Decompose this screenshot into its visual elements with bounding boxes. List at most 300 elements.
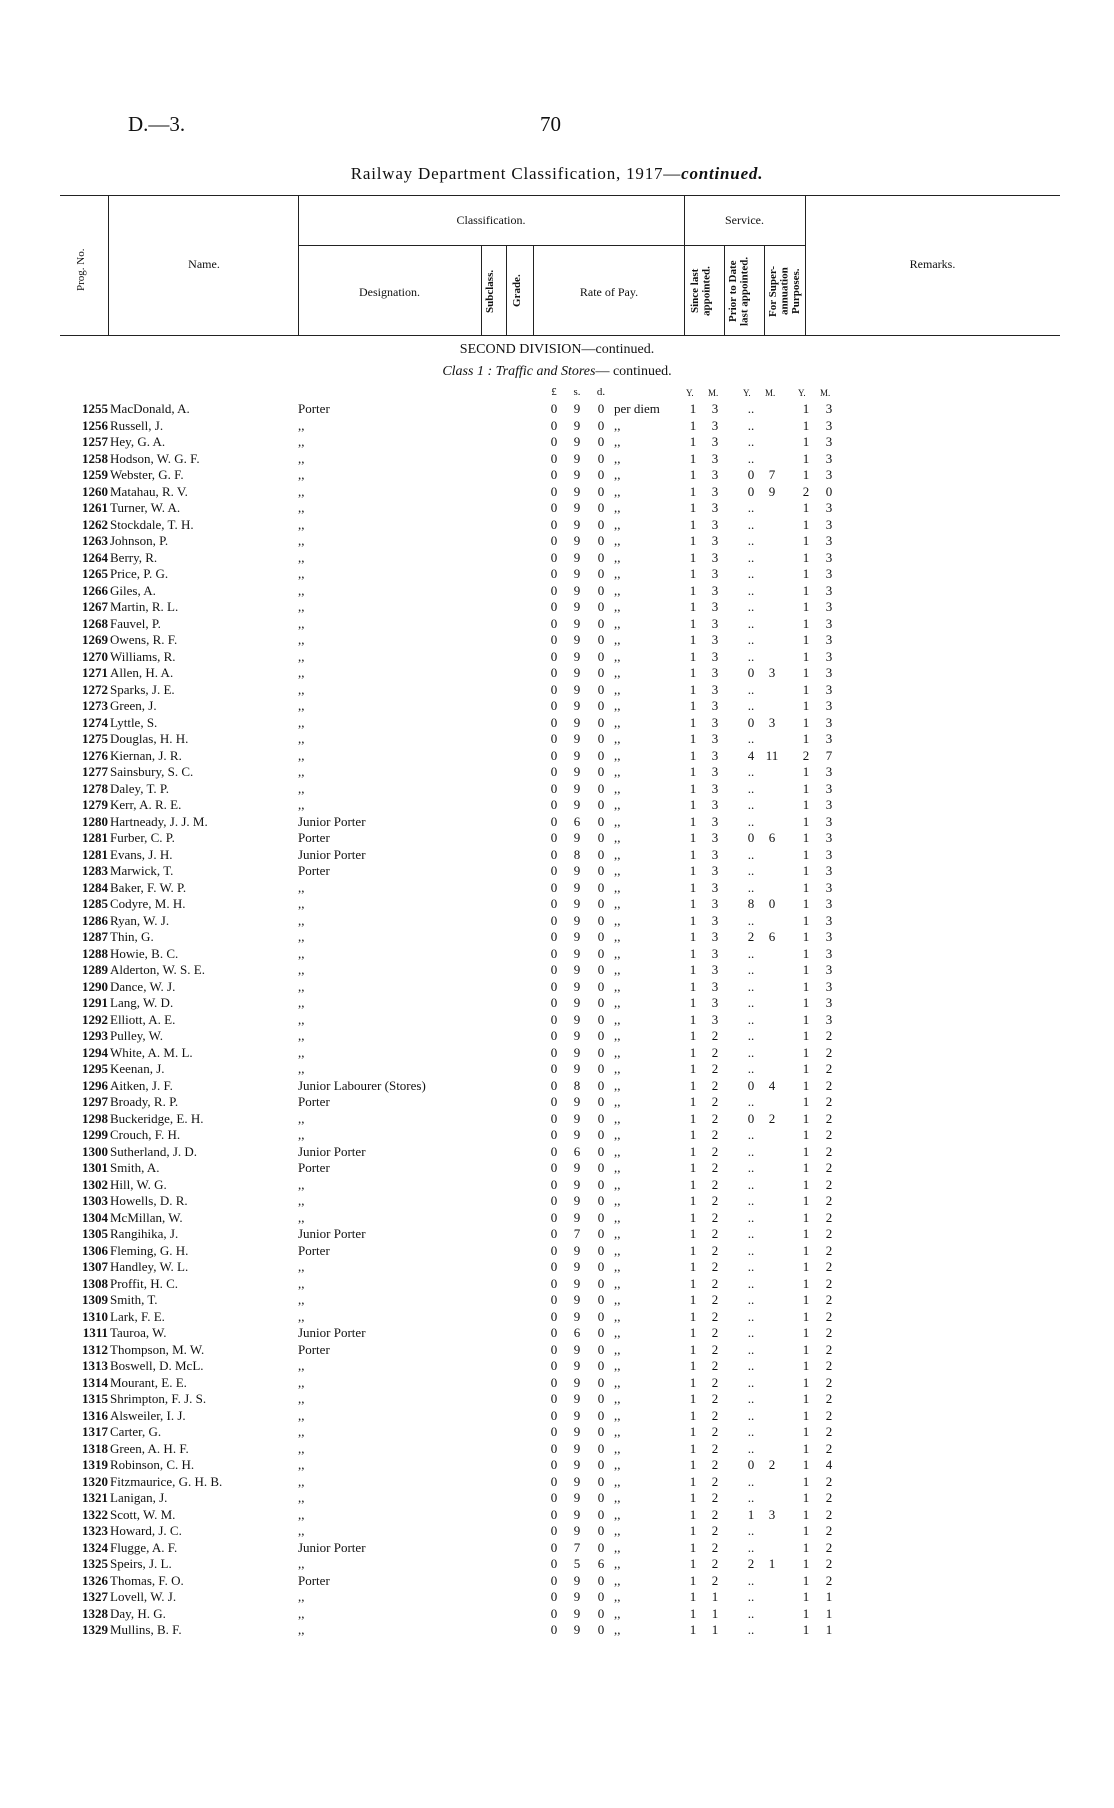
prog-no-cell: 1319 (82, 1457, 108, 1472)
prog-no-cell: 1294 (82, 1044, 108, 1060)
pay-pounds-cell: 0 (550, 896, 558, 911)
pay-shillings-cell: 9 (573, 731, 581, 746)
since-years-cell: 1 (689, 1028, 697, 1043)
prior-years-cell: .. (747, 582, 755, 598)
super-years-cell: 2 (802, 747, 810, 763)
pay-shillings-cell: 9 (573, 896, 581, 911)
unit-pound: £ (551, 386, 557, 398)
pay-pounds-cell: 0 (550, 1209, 558, 1225)
pay-pounds-cell: 0 (550, 1556, 558, 1571)
table-row (0, 1177, 1114, 1194)
since-years-cell: 1 (689, 846, 697, 862)
col-since-last: Since last appointed. (689, 266, 713, 316)
since-years-cell: 1 (689, 698, 697, 713)
since-years-cell: 1 (689, 516, 697, 532)
table-row (0, 731, 1114, 748)
pay-pounds-cell: 0 (550, 846, 558, 862)
pay-pence-cell: 0 (597, 665, 605, 680)
pay-shillings-cell: 9 (573, 1490, 581, 1505)
prog-no-cell: 1312 (82, 1341, 108, 1357)
since-months-cell: 3 (711, 681, 719, 697)
prog-no-cell: 1291 (82, 995, 108, 1010)
name-cell: Alsweiler, I. J. (110, 1407, 186, 1423)
table-row (0, 1028, 1114, 1045)
pay-shillings-cell: 9 (573, 1457, 581, 1472)
table-row (0, 1375, 1114, 1392)
pay-pounds-cell: 0 (550, 483, 558, 499)
pay-shillings-cell: 9 (573, 1358, 581, 1373)
since-years-cell: 1 (689, 797, 697, 812)
since-months-cell: 3 (711, 516, 719, 532)
col-name: Name. (188, 257, 220, 271)
prior-months-cell: 2 (768, 1457, 776, 1472)
pay-pounds-cell: 0 (550, 1457, 558, 1472)
since-years-cell: 1 (689, 434, 697, 449)
pay-shillings-cell: 9 (573, 830, 581, 845)
super-years-cell: 1 (802, 1077, 810, 1093)
super-months-cell: 3 (825, 863, 833, 878)
since-years-cell: 1 (689, 1572, 697, 1588)
pay-pence-cell: 0 (597, 1622, 605, 1637)
super-years-cell: 1 (802, 566, 810, 581)
name-cell: Thomas, F. O. (110, 1572, 184, 1588)
pay-period-cell: ,, (614, 533, 621, 548)
pay-pounds-cell: 0 (550, 450, 558, 466)
super-months-cell: 2 (825, 1407, 833, 1423)
pay-pounds-cell: 0 (550, 1094, 558, 1109)
super-years-cell: 1 (802, 648, 810, 664)
table-row (0, 1292, 1114, 1309)
since-years-cell: 1 (689, 945, 697, 961)
since-months-cell: 3 (711, 599, 719, 614)
pay-pounds-cell: 0 (550, 1374, 558, 1390)
designation-cell: Junior Porter (298, 813, 366, 829)
name-cell: Lovell, W. J. (110, 1589, 177, 1604)
designation-cell: ,, (298, 483, 305, 499)
prior-years-cell: .. (747, 1589, 755, 1604)
pay-pence-cell: 0 (597, 417, 605, 433)
pay-pence-cell: 0 (597, 1325, 605, 1340)
super-years-cell: 1 (802, 813, 810, 829)
pay-pounds-cell: 0 (550, 1193, 558, 1208)
since-years-cell: 1 (689, 830, 697, 845)
designation-cell: ,, (298, 665, 305, 680)
title-continued: continued. (681, 164, 764, 183)
name-cell: Mullins, B. F. (110, 1622, 182, 1637)
unit-shilling: s. (573, 386, 581, 398)
pay-period-cell: ,, (614, 1523, 621, 1538)
since-months-cell: 3 (711, 731, 719, 746)
since-months-cell: 3 (711, 467, 719, 482)
since-months-cell: 3 (711, 945, 719, 961)
super-years-cell: 1 (802, 1110, 810, 1126)
pay-period-cell: ,, (614, 747, 621, 763)
pay-shillings-cell: 6 (573, 813, 581, 829)
prog-no-cell: 1286 (82, 912, 108, 928)
table-row (0, 550, 1114, 567)
super-years-cell: 1 (802, 896, 810, 911)
table-row (0, 1408, 1114, 1425)
super-months-cell: 2 (825, 1077, 833, 1093)
pay-pence-cell: 0 (597, 1358, 605, 1373)
pay-pence-cell: 0 (597, 533, 605, 548)
since-months-cell: 3 (711, 549, 719, 565)
prog-no-cell: 1301 (82, 1160, 108, 1175)
since-years-cell: 1 (689, 533, 697, 548)
table-row (0, 913, 1114, 930)
pay-period-cell: ,, (614, 995, 621, 1010)
prior-years-cell: .. (747, 1374, 755, 1390)
pay-pence-cell: 0 (597, 879, 605, 895)
name-cell: Williams, R. (110, 648, 176, 664)
pay-pence-cell: 0 (597, 962, 605, 977)
since-months-cell: 3 (711, 830, 719, 845)
prog-no-cell: 1303 (82, 1193, 108, 1208)
super-years-cell: 1 (802, 780, 810, 796)
prog-no-cell: 1327 (82, 1589, 108, 1604)
pay-period-cell: ,, (614, 698, 621, 713)
since-months-cell: 3 (711, 747, 719, 763)
pay-pounds-cell: 0 (550, 417, 558, 433)
since-years-cell: 1 (689, 1622, 697, 1637)
pay-period-cell: ,, (614, 929, 621, 944)
pay-period-cell: ,, (614, 1490, 621, 1505)
pay-pence-cell: 0 (597, 516, 605, 532)
super-years-cell: 1 (802, 1556, 810, 1571)
pay-shillings-cell: 9 (573, 747, 581, 763)
pay-pounds-cell: 0 (550, 1407, 558, 1423)
since-years-cell: 1 (689, 1160, 697, 1175)
super-months-cell: 2 (825, 1193, 833, 1208)
pay-period-cell: ,, (614, 1061, 621, 1076)
prior-years-cell: .. (747, 1226, 755, 1241)
table-row (0, 1078, 1114, 1095)
pay-pounds-cell: 0 (550, 549, 558, 565)
since-years-cell: 1 (689, 1589, 697, 1604)
pay-pounds-cell: 0 (550, 566, 558, 581)
prog-no-cell: 1288 (82, 945, 108, 961)
pay-shillings-cell: 9 (573, 1160, 581, 1175)
name-cell: Fitzmaurice, G. H. B. (110, 1473, 223, 1489)
since-years-cell: 1 (689, 780, 697, 796)
table-row (0, 1391, 1114, 1408)
prior-years-cell: .. (747, 1275, 755, 1291)
since-years-cell: 1 (689, 1011, 697, 1027)
since-months-cell: 2 (711, 1193, 719, 1208)
since-months-cell: 3 (711, 665, 719, 680)
prog-no-cell: 1314 (82, 1374, 108, 1390)
pay-shillings-cell: 9 (573, 945, 581, 961)
unit-prior-y: Y. (743, 388, 751, 398)
since-months-cell: 2 (711, 1127, 719, 1142)
name-cell: Smith, A. (110, 1160, 160, 1175)
prior-years-cell: .. (747, 1242, 755, 1258)
table-row (0, 1144, 1114, 1161)
name-cell: Keenan, J. (110, 1061, 165, 1076)
pay-pounds-cell: 0 (550, 1622, 558, 1637)
pay-shillings-cell: 9 (573, 1391, 581, 1406)
name-cell: Lang, W. D. (110, 995, 174, 1010)
since-months-cell: 3 (711, 698, 719, 713)
prog-no-cell: 1297 (82, 1094, 108, 1109)
pay-period-cell: ,, (614, 1358, 621, 1373)
since-months-cell: 2 (711, 1556, 719, 1571)
pay-period-cell: ,, (614, 582, 621, 598)
super-months-cell: 2 (825, 1094, 833, 1109)
name-cell: Johnson, P. (110, 533, 169, 548)
pay-pence-cell: 0 (597, 978, 605, 994)
table-row (0, 1325, 1114, 1342)
pay-pounds-cell: 0 (550, 978, 558, 994)
pay-shillings-cell: 9 (573, 566, 581, 581)
since-years-cell: 1 (689, 1143, 697, 1159)
unit-since-m: M. (708, 388, 719, 398)
pay-pounds-cell: 0 (550, 1028, 558, 1043)
pay-pounds-cell: 0 (550, 1044, 558, 1060)
name-cell: Pulley, W. (110, 1028, 163, 1043)
pay-shillings-cell: 9 (573, 929, 581, 944)
designation-cell: ,, (298, 962, 305, 977)
pay-pounds-cell: 0 (550, 912, 558, 928)
pay-period-cell: ,, (614, 1556, 621, 1571)
name-cell: Douglas, H. H. (110, 731, 189, 746)
prior-years-cell: 0 (747, 483, 755, 499)
pay-pence-cell: 0 (597, 714, 605, 730)
designation-cell: Junior Porter (298, 1325, 366, 1340)
pay-shillings-cell: 5 (573, 1556, 581, 1571)
pay-pence-cell: 0 (597, 1490, 605, 1505)
super-years-cell: 1 (802, 1539, 810, 1555)
since-months-cell: 2 (711, 1424, 719, 1439)
prior-years-cell: 8 (747, 896, 755, 911)
prior-years-cell: .. (747, 731, 755, 746)
prog-no-cell: 1313 (82, 1358, 108, 1373)
table-row (0, 929, 1114, 946)
prior-years-cell: .. (747, 1028, 755, 1043)
pay-period-cell: ,, (614, 516, 621, 532)
pay-pence-cell: 0 (597, 1605, 605, 1621)
pay-pence-cell: 0 (597, 731, 605, 746)
designation-cell: Junior Porter (298, 1539, 366, 1555)
table-row (0, 1094, 1114, 1111)
name-cell: Howie, B. C. (110, 945, 179, 961)
super-years-cell: 1 (802, 665, 810, 680)
pay-period-cell: ,, (614, 1457, 621, 1472)
pay-pence-cell: 0 (597, 1424, 605, 1439)
since-months-cell: 2 (711, 1242, 719, 1258)
pay-pounds-cell: 0 (550, 1391, 558, 1406)
prog-no-cell: 1317 (82, 1424, 108, 1439)
pay-pence-cell: 0 (597, 1028, 605, 1043)
prog-no-cell: 1281 (82, 830, 108, 845)
prior-years-cell: .. (747, 1193, 755, 1208)
super-years-cell: 1 (802, 599, 810, 614)
super-years-cell: 1 (802, 681, 810, 697)
super-months-cell: 0 (825, 483, 833, 499)
designation-cell: ,, (298, 929, 305, 944)
pay-pence-cell: 0 (597, 1061, 605, 1076)
super-months-cell: 3 (825, 764, 833, 779)
pay-period-cell: ,, (614, 780, 621, 796)
pay-pounds-cell: 0 (550, 1325, 558, 1340)
since-months-cell: 1 (711, 1622, 719, 1637)
table-row (0, 1474, 1114, 1491)
pay-pounds-cell: 0 (550, 1523, 558, 1538)
since-months-cell: 3 (711, 582, 719, 598)
pay-period-cell: ,, (614, 813, 621, 829)
pay-shillings-cell: 9 (573, 995, 581, 1010)
pay-shillings-cell: 9 (573, 962, 581, 977)
pay-pounds-cell: 0 (550, 1358, 558, 1373)
since-months-cell: 2 (711, 1374, 719, 1390)
pay-shillings-cell: 9 (573, 1061, 581, 1076)
designation-cell: ,, (298, 1292, 305, 1307)
prior-years-cell: .. (747, 1391, 755, 1406)
prior-years-cell: .. (747, 1061, 755, 1076)
name-cell: Alderton, W. S. E. (110, 962, 205, 977)
prog-no-cell: 1278 (82, 780, 108, 796)
prog-no-cell: 1289 (82, 962, 108, 977)
super-months-cell: 3 (825, 566, 833, 581)
name-cell: Lanigan, J. (110, 1490, 168, 1505)
super-months-cell: 3 (825, 879, 833, 895)
designation-cell: ,, (298, 1308, 305, 1324)
name-cell: Berry, R. (110, 549, 158, 565)
pay-pounds-cell: 0 (550, 1242, 558, 1258)
since-years-cell: 1 (689, 1077, 697, 1093)
name-cell: Russell, J. (110, 417, 164, 433)
since-months-cell: 2 (711, 1143, 719, 1159)
pay-shillings-cell: 9 (573, 632, 581, 647)
designation-cell: ,, (298, 797, 305, 812)
designation-cell: ,, (298, 417, 305, 433)
designation-cell: Porter (298, 1572, 330, 1588)
since-months-cell: 2 (711, 1572, 719, 1588)
prior-years-cell: 0 (747, 1077, 755, 1093)
pay-pence-cell: 0 (597, 912, 605, 928)
name-cell: Allen, H. A. (110, 665, 174, 680)
designation-cell: ,, (298, 1605, 305, 1621)
super-years-cell: 1 (802, 1589, 810, 1604)
pay-shillings-cell: 7 (573, 1226, 581, 1241)
table-row (0, 1193, 1114, 1210)
prog-no-cell: 1318 (82, 1440, 108, 1456)
since-years-cell: 1 (689, 962, 697, 977)
pay-pounds-cell: 0 (550, 1572, 558, 1588)
since-years-cell: 1 (689, 1490, 697, 1505)
pay-period-cell: ,, (614, 500, 621, 515)
designation-cell: ,, (298, 747, 305, 763)
since-years-cell: 1 (689, 1407, 697, 1423)
since-months-cell: 2 (711, 1292, 719, 1307)
pay-shillings-cell: 9 (573, 665, 581, 680)
table-row (0, 1441, 1114, 1458)
super-years-cell: 1 (802, 516, 810, 532)
prior-years-cell: .. (747, 549, 755, 565)
designation-cell: ,, (298, 1556, 305, 1571)
pay-shillings-cell: 9 (573, 1341, 581, 1357)
pay-shillings-cell: 9 (573, 401, 581, 416)
table-row (0, 1226, 1114, 1243)
pay-shillings-cell: 9 (573, 1407, 581, 1423)
super-years-cell: 1 (802, 1523, 810, 1538)
prior-years-cell: .. (747, 1572, 755, 1588)
prog-no-cell: 1268 (82, 615, 108, 631)
prior-months-cell: 6 (768, 929, 776, 944)
table-row (0, 1507, 1114, 1524)
pay-period-cell: ,, (614, 797, 621, 812)
since-months-cell: 3 (711, 797, 719, 812)
designation-cell: ,, (298, 1358, 305, 1373)
designation-cell: Porter (298, 863, 330, 878)
name-cell: Handley, W. L. (110, 1259, 189, 1274)
prior-years-cell: .. (747, 500, 755, 515)
prog-no-cell: 1261 (82, 500, 108, 515)
since-years-cell: 1 (689, 1556, 697, 1571)
super-years-cell: 1 (802, 1044, 810, 1060)
pay-pounds-cell: 0 (550, 929, 558, 944)
service-subrule (684, 245, 805, 246)
pay-pounds-cell: 0 (550, 1292, 558, 1307)
pay-period-cell: ,, (614, 1110, 621, 1126)
table-row (0, 418, 1114, 435)
since-years-cell: 1 (689, 401, 697, 416)
super-years-cell: 1 (802, 1061, 810, 1076)
super-months-cell: 2 (825, 1325, 833, 1340)
prior-years-cell: .. (747, 1094, 755, 1109)
pay-shillings-cell: 9 (573, 1374, 581, 1390)
prior-years-cell: .. (747, 1341, 755, 1357)
designation-cell: ,, (298, 1011, 305, 1027)
name-cell: Fleming, G. H. (110, 1242, 189, 1258)
name-cell: Howard, J. C. (110, 1523, 182, 1538)
pay-pence-cell: 0 (597, 467, 605, 482)
pay-shillings-cell: 9 (573, 1424, 581, 1439)
since-years-cell: 1 (689, 582, 697, 598)
designation-cell: Porter (298, 1341, 330, 1357)
pay-shillings-cell: 9 (573, 797, 581, 812)
designation-cell: Junior Porter (298, 1226, 366, 1241)
prog-no-cell: 1281 (82, 846, 108, 862)
name-cell: MacDonald, A. (110, 401, 190, 416)
name-cell: Owens, R. F. (110, 632, 178, 647)
designation-cell: ,, (298, 1061, 305, 1076)
pay-pounds-cell: 0 (550, 665, 558, 680)
table-row (0, 1276, 1114, 1293)
super-months-cell: 3 (825, 401, 833, 416)
super-years-cell: 1 (802, 912, 810, 928)
table-row (0, 863, 1114, 880)
name-cell: Broady, R. P. (110, 1094, 179, 1109)
super-months-cell: 3 (825, 846, 833, 862)
super-years-cell: 1 (802, 731, 810, 746)
pay-shillings-cell: 9 (573, 1209, 581, 1225)
designation-cell: ,, (298, 1176, 305, 1192)
pay-period-cell: ,, (614, 1506, 621, 1522)
pay-pence-cell: 0 (597, 846, 605, 862)
pay-pounds-cell: 0 (550, 780, 558, 796)
prog-no-cell: 1304 (82, 1209, 108, 1225)
pay-period-cell: ,, (614, 483, 621, 499)
class-suffix: — continued. (595, 364, 672, 379)
super-months-cell: 2 (825, 1127, 833, 1142)
pay-pounds-cell: 0 (550, 698, 558, 713)
since-years-cell: 1 (689, 1506, 697, 1522)
pay-period-cell: ,, (614, 1440, 621, 1456)
prior-months-cell: 0 (768, 896, 776, 911)
pay-period-cell: ,, (614, 1094, 621, 1109)
table-row (0, 1111, 1114, 1128)
